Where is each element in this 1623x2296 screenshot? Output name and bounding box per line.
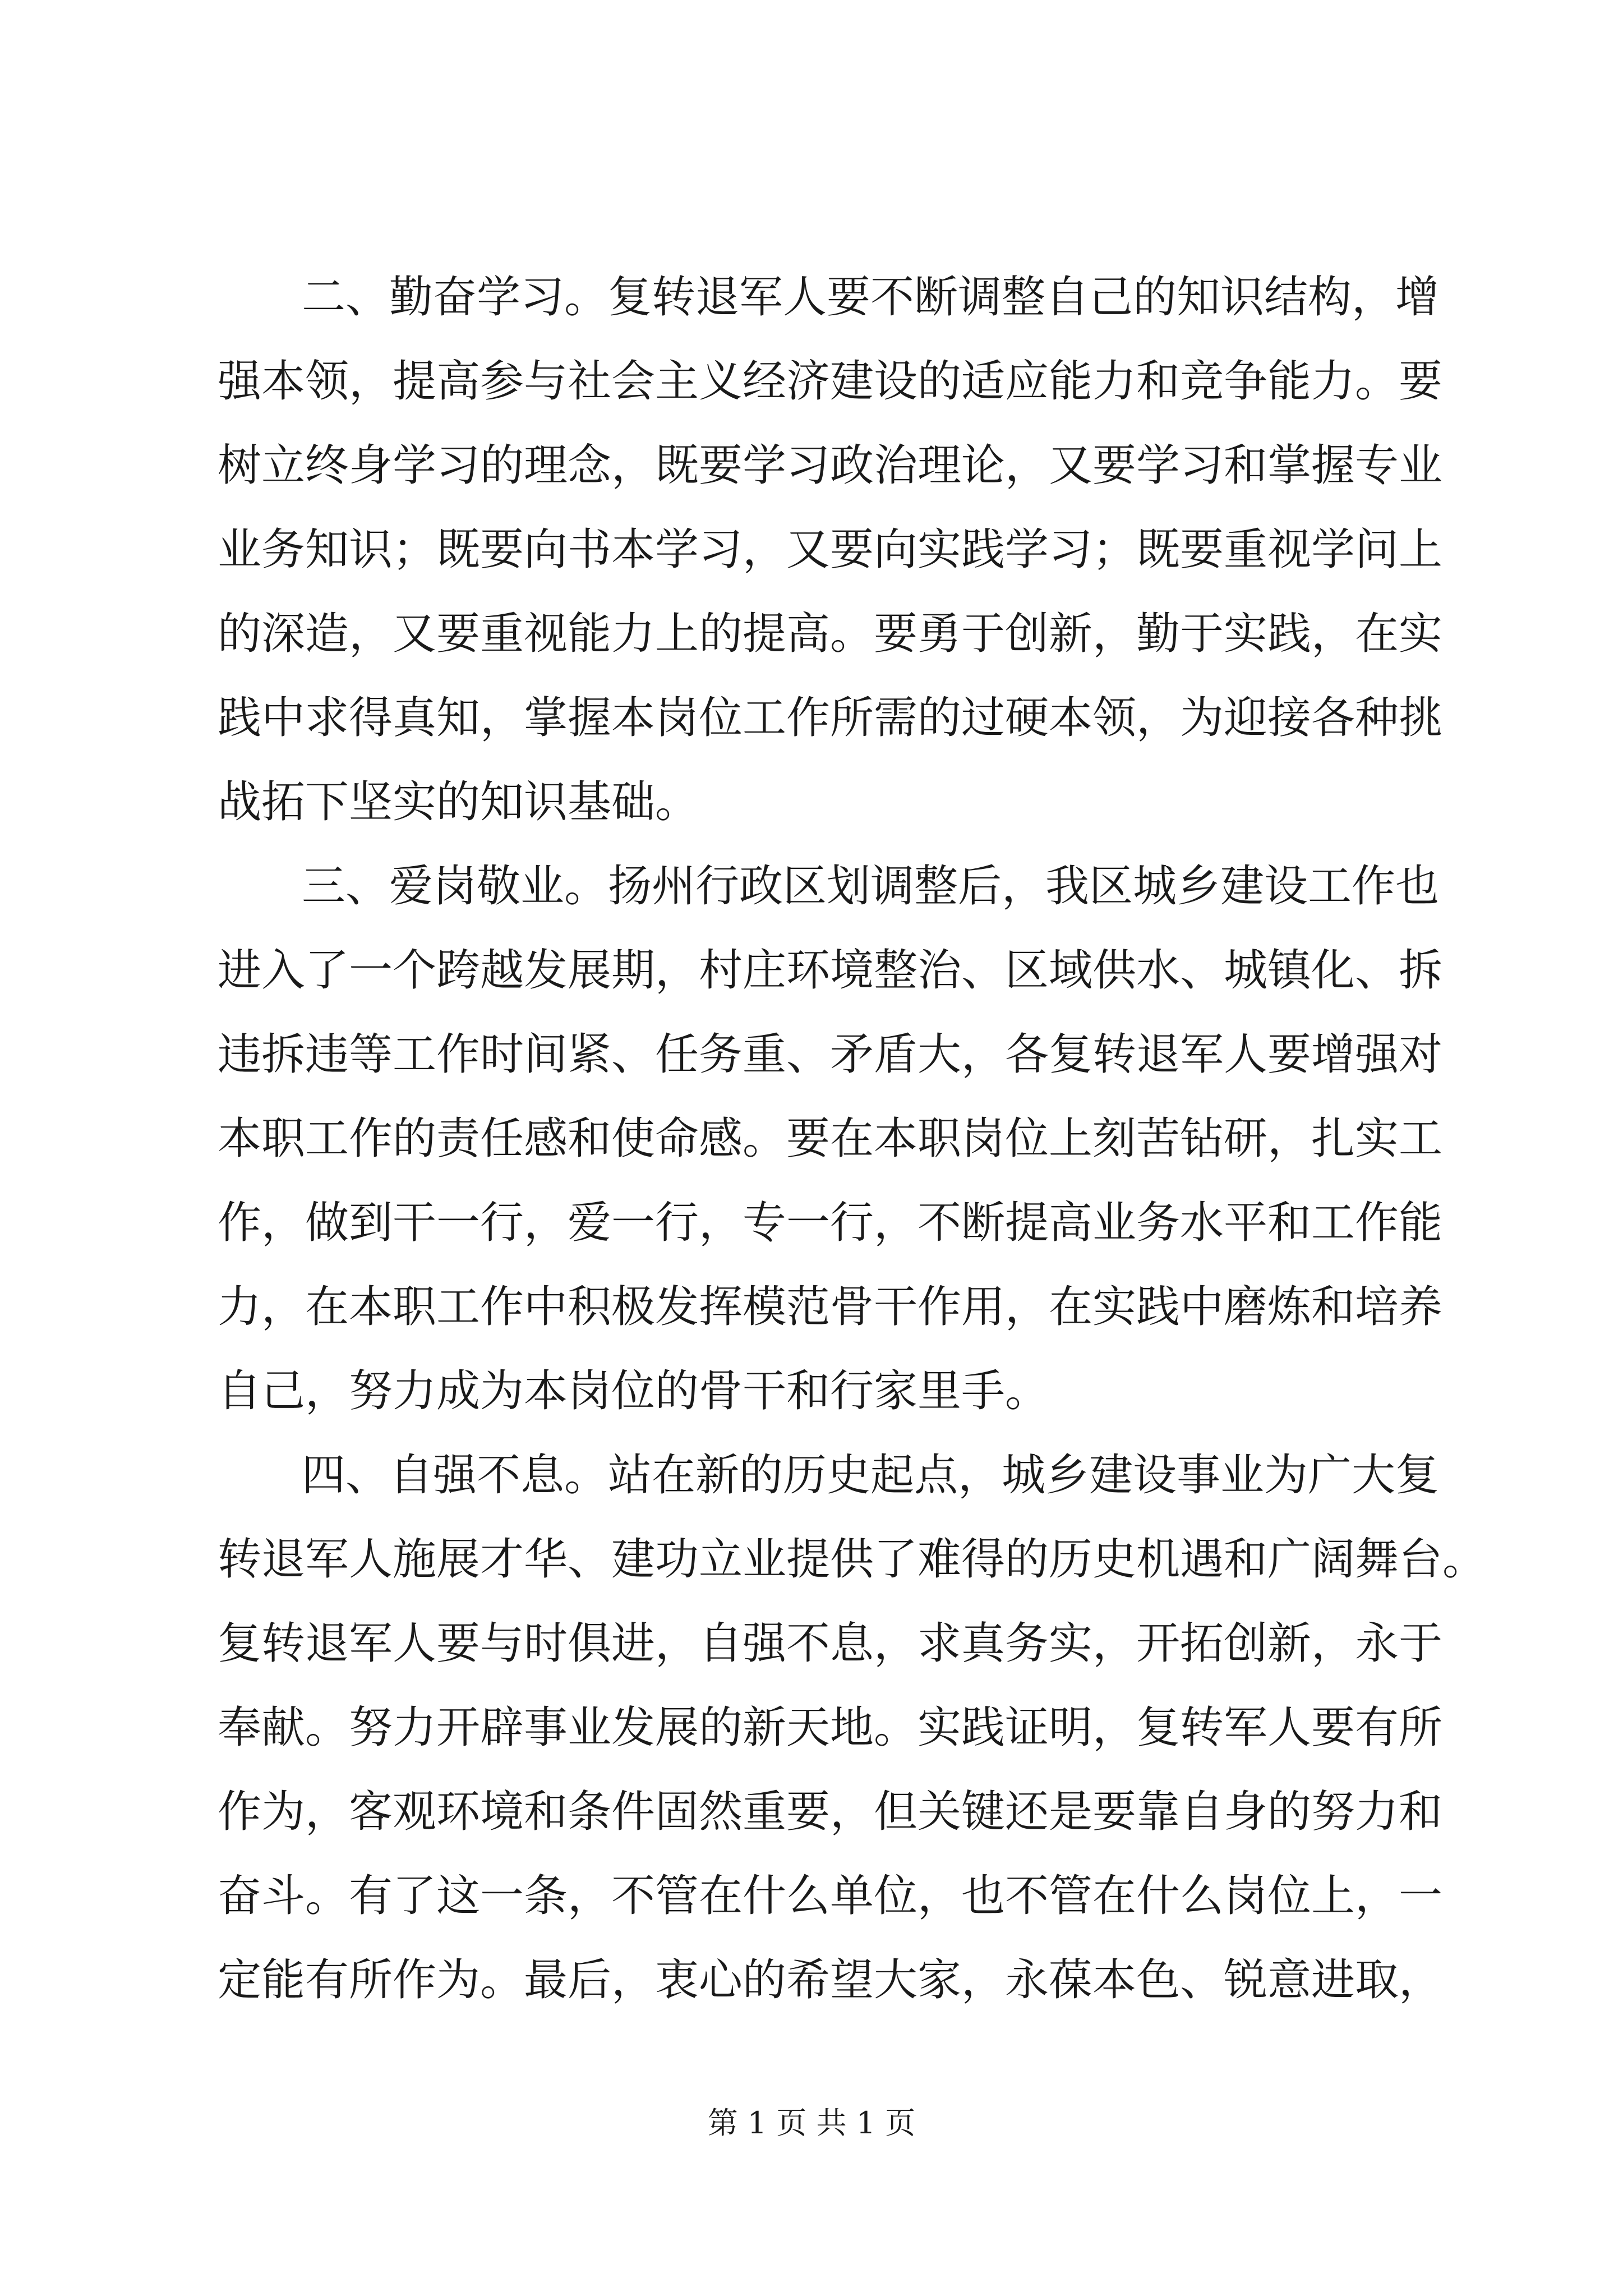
paragraph-line: 力，在本职工作中积极发挥模范骨干作用，在实践中磨炼和培养 [218,1282,1443,1332]
paragraph-line: 本职工作的责任感和使命感。要在本职岗位上刻苦钻研，扎实工 [218,1114,1443,1164]
paragraph-line: 业务知识；既要向书本学习，又要向实践学习；既要重视学问上 [218,524,1443,575]
paragraph-line: 践中求得真知，掌握本岗位工作所需的过硬本领，为迎接各种挑 [218,693,1443,743]
paragraph-line: 的深造，又要重视能力上的提高。要勇于创新，勤于实践，在实 [218,609,1443,659]
paragraph-line: 二、勤奋学习。复转退军人要不断调整自己的知识结构，增 [302,272,1440,323]
paragraph-line: 奉献。努力开辟事业发展的新天地。实践证明，复转军人要有所 [218,1703,1443,1753]
page-number-footer: 第 1 页 共 1 页 [707,2105,916,2141]
paragraph-line: 进入了一个跨越发展期，村庄环境整治、区域供水、城镇化、拆 [218,945,1443,996]
paragraph-line: 自己，努力成为本岗位的骨干和行家里手。 [218,1366,1049,1416]
paragraph-line: 作，做到干一行，爱一行，专一行，不断提高业务水平和工作能 [218,1198,1443,1248]
paragraph-line: 战拓下坚实的知识基础。 [218,777,699,827]
paragraph-line: 定能有所作为。最后，衷心的希望大家，永葆本色、锐意进取， [218,1955,1443,2005]
paragraph-line: 三、爱岗敬业。扬州行政区划调整后，我区城乡建设工作也 [302,861,1440,912]
paragraph-line: 奋斗。有了这一条，不管在什么单位，也不管在什么岗位上，一 [218,1871,1443,1921]
paragraph-line: 违拆违等工作时间紧、任务重、矛盾大，各复转退军人要增强对 [218,1029,1443,1080]
paragraph-line: 四、自强不息。站在新的历史起点，城乡建设事业为广大复 [302,1450,1440,1501]
paragraph-line: 强本领，提高参与社会主义经济建设的适应能力和竞争能力。要 [218,356,1443,407]
paragraph-line: 作为，客观环境和条件固然重要，但关键还是要靠自身的努力和 [218,1787,1443,1837]
paragraph-line: 树立终身学习的理念，既要学习政治理论，又要学习和掌握专业 [218,440,1443,491]
paragraph-line: 复转退军人要与时俱进，自强不息，求真务实，开拓创新，永于 [218,1618,1443,1669]
paragraph-line: 转退军人施展才华、建功立业提供了难得的历史机遇和广阔舞台。 [218,1534,1487,1585]
